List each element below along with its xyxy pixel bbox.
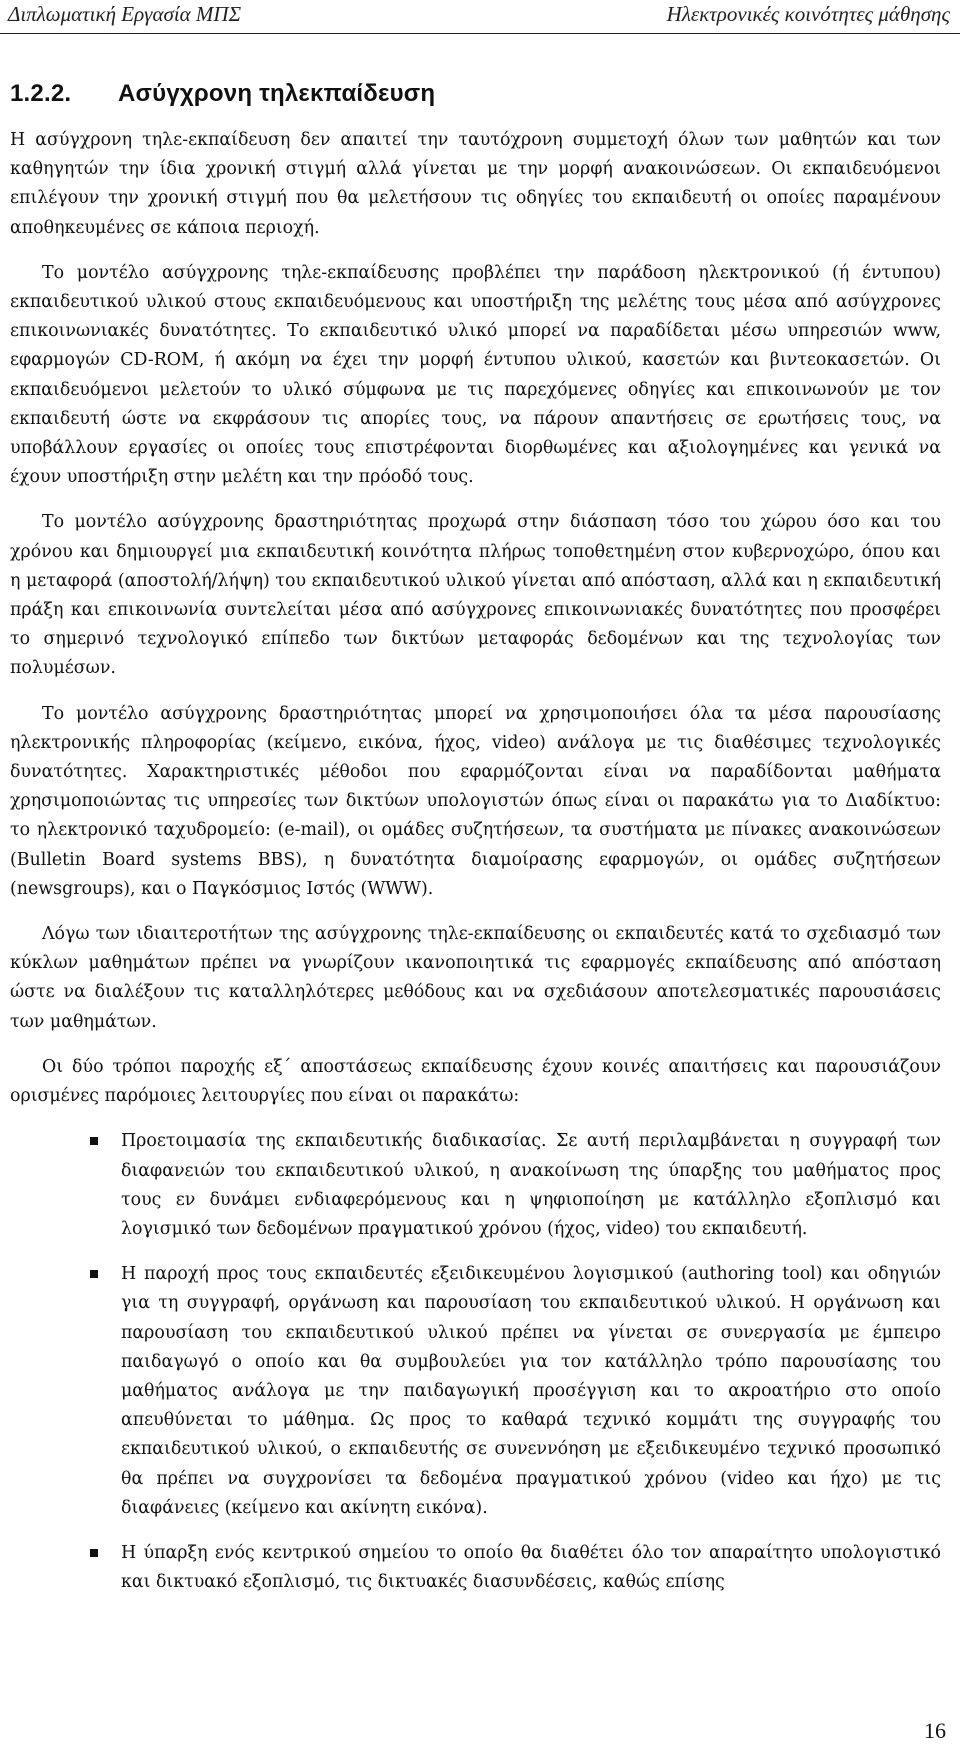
paragraph: Λόγω των ιδιαιτεροτήτων της ασύγχρονης τηλε-εκπαίδευσης οι εκπαιδευτές κατά το σχεδιασμό των κύκλων μαθημάτων πρέπει να γνωρίζουν ικανοποιητικά τις εφαρμογές εκπαίδευσης από απόσταση ώστε να διαλέξουν τις καταλληλότερες μεθόδους και να σχεδιάσουν αποτελεσματικές παρουσιάσεις των μαθημάτων. [10,924,941,1032]
section-heading [10,80,435,108]
list-item-text: Η παροχή προς τους εκπαιδευτές εξειδικευμένου λογισμικού (authoring tool) και οδηγιών για τη συγγραφή, οργάνωση και παρουσίαση του εκπαιδευτικού υλικού. Η οργάνωση και παρουσίαση του εκπαιδευτικού υλικού πρέπει να γίνεται σε συνεργασία με έμπειρο παιδαγωγό ο οποίο και θα συμβουλεύει για τον κατάλληλο τρόπο παρουσίασης του μαθήματος ανάλογα με την παιδαγωγική προσέγγιση και το ακροατήριο στο οποίο απευθύνεται το μάθημα. Ως προς το καθαρά τεχνικό κομμάτι της συγγραφής του εκπαιδευτικού υλικού, ο εκπαιδευτής σε συνεννόηση με εξειδικευμένο τεχνικό προσωπικό θα πρέπει να συγχρονίσει τα δεδομένα πραγματικού χρόνου (video και ήχο) με τις διαφάνειες (κείμενο και ακίνητη εικόνα). [121,1264,941,1518]
header-rule [0,33,960,34]
square-bullet-icon [90,1549,98,1557]
section-number: 1.2.2. [10,80,72,107]
header-chapter-title: Ηλεκτρονικές κοινότητες μάθησης [666,2,950,26]
list-item [10,1260,941,1523]
header-thesis-title: Διπλωματική Εργασία ΜΠΣ [8,2,242,26]
bullet-list [10,1127,941,1597]
document-body [10,126,941,1613]
list-item [10,1127,941,1244]
list-item-text: Η ύπαρξη ενός κεντρικού σημείου το οποίο θα διαθέτει όλο τον απαραίτητο υπολογιστικό και δικτυακό εξοπλισμό, τις δικτυακές διασυνδέσεις, καθώς επίσης [121,1542,941,1593]
square-bullet-icon [90,1137,98,1145]
paragraph: Το μοντέλο ασύγχρονης δραστηριότητας προχωρά στην διάσπαση τόσο του χώρου όσο και του χρόνου και δημιουργεί μια εκπαιδευτική κοινότητα πλήρως τοποθετημένη στον κυβερνοχώρο, όπου και η μεταφορά (αποστολή/λήψη) του εκπαιδευτικού υλικού γίνεται από απόσταση, αλλά και η εκπαιδευτική πράξη και επικοινωνία συντελείται μέσα από ασύγχρονες επικοινωνιακές δυνατότητες που προσφέρει το σημερινό τεχνολογικό επίπεδο των δικτύων μεταφοράς δεδομένων και της τεχνολογίας των πολυμέσων. [10,512,941,679]
list-item-text: Προετοιμασία της εκπαιδευτικής διαδικασίας. Σε αυτή περιλαμβάνεται η συγγραφή των διαφανειών του εκπαιδευτικού υλικού, η ανακοίνωση της ύπαρξης του μαθήματος προς τους εν δυνάμει ενδιαφερόμενους και η ψηφιοποίηση με κατάλληλο εξοπλισμό και λογισμικό των δεδομένων πραγματικού χρόνου (ήχος, video) του εκπαιδευτή. [121,1131,941,1239]
section-title: Ασύγχρονη τηλεκπαίδευση [118,80,436,107]
page-number: 16 [924,1718,946,1743]
paragraph: Το μοντέλο ασύγχρονης τηλε-εκπαίδευσης προβλέπει την παράδοση ηλεκτρονικού (ή έντυπου) εκπαιδευτικού υλικού στους εκπαιδευόμενους και υποστήριξη της μελέτης τους μέσα από ασύγχρονες επικοινωνιακές δυνατότητες. Το εκπαιδευτικό υλικό μπορεί να παραδίδεται μέσω υπηρεσιών www, εφαρμογών CD-ROM, ή ακόμη να έχει την μορφή έντυπου υλικού, κασετών και βιντεοκασετών. Οι εκπαιδευόμενοι μελετούν το υλικό σύμφωνα με τις παρεχόμενες οδηγίες και επικοινωνούν με τον εκπαιδευτή ώστε να εκφράσουν τις απορίες τους, να πάρουν απαντήσεις σε ερωτήσεις τους, να υποβάλλουν εργασίες οι οποίες τους επιστρέφονται διορθωμένες και αξιολογημένες και γενικά να έχουν υποστήριξη στην μελέτη και την πρόοδό τους. [10,262,941,488]
list-item [10,1539,941,1597]
paragraph: Το μοντέλο ασύγχρονης δραστηριότητας μπορεί να χρησιμοποιήσει όλα τα μέσα παρουσίασης ηλεκτρονικής πληροφορίας (κείμενο, εικόνα, ήχος, video) ανάλογα με τις διαθέσιμες τεχνολογικές δυνατότητες. Χαρακτηριστικές μέθοδοι που εφαρμόζονται είναι να παραδίδονται μαθήματα χρησιμοποιώντας τις υπηρεσίες των δικτύων υπολογιστών όπως είναι οι παρακάτω για το Διαδίκτυο: το ηλεκτρονικό ταχυδρομείο: (e-mail), οι ομάδες συζητήσεων, τα συστήματα με πίνακες ανακοινώσεων (Bulletin Board systems BBS), η δυνατότητα διαμοίρασης εφαρμογών, οι ομάδες συζητήσεων (newsgroups), και ο Παγκόσμιος Ιστός (WWW). [10,703,941,899]
paragraph: Η ασύγχρονη τηλε-εκπαίδευση δεν απαιτεί την ταυτόχρονη συμμετοχή όλων των μαθητών και των καθηγητών την ίδια χρονική στιγμή αλλά γίνεται με την μορφή ανακοινώσεων. Οι εκπαιδευόμενοι επιλέγουν την χρονική στιγμή που θα μελετήσουν τις οδηγίες του εκπαιδευτή οι οποίες παραμένουν αποθηκευμένες σε κάποια περιοχή. [10,130,941,238]
square-bullet-icon [90,1270,98,1278]
page-header [0,0,960,34]
paragraph: Οι δύο τρόποι παροχής εξ΄ αποστάσεως εκπαίδευσης έχουν κοινές απαιτήσεις και παρουσιάζουν ορισμένες παρόμοιες λειτουργίες που είναι οι παρακάτω: [10,1056,941,1107]
